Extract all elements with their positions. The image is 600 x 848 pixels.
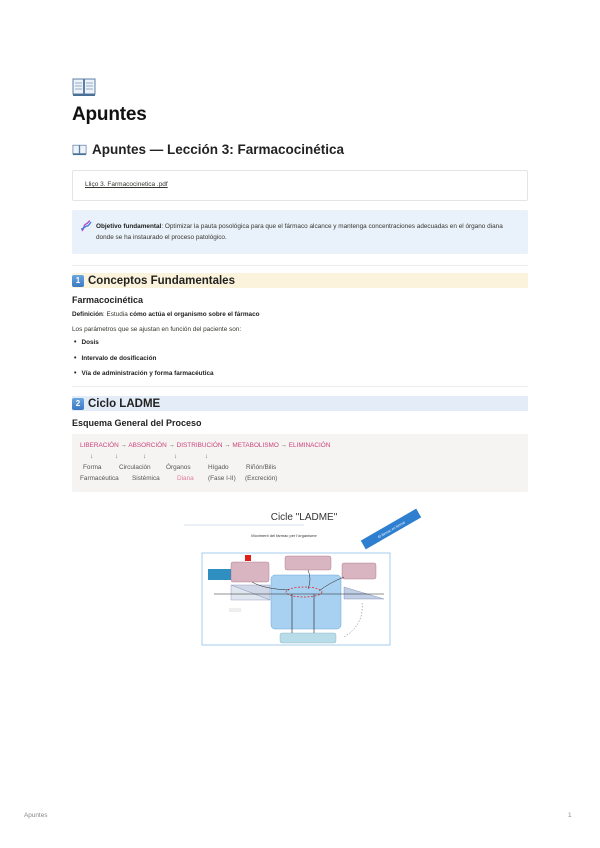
ladme-cycle-diagram (184, 507, 429, 647)
lesson-heading (72, 142, 344, 157)
page-number: 1 (568, 812, 572, 819)
section-heading-conceptos (72, 273, 528, 288)
list-item: • Intervalo de dosificación (72, 355, 214, 371)
svg-text:El fàrmac en format: El fàrmac en format (377, 520, 406, 540)
section-title: Ciclo LADME (88, 397, 161, 410)
callout-body: : Optimizar la pauta posológica para que el fármaco alcance y mantenga concentraciones adecuadas en el órgano diana donde se ha instaurado el proceso patológico. (96, 223, 503, 241)
definition-text (72, 311, 260, 318)
objective-callout (72, 210, 528, 254)
dna-icon (80, 220, 92, 232)
ladme-scheme-block (72, 434, 528, 492)
subheading-esquema: Esquema General del Proceso (72, 418, 202, 428)
number-2-icon: 2 (72, 398, 84, 410)
figure-title: Cicle "LADME" (270, 512, 338, 523)
parameters-list (72, 339, 214, 386)
parameters-intro: Los parámetros que se ajustan en función del paciente son: (72, 326, 242, 333)
definition-bold: cómo actúa el organismo sobre el fármaco (129, 311, 260, 318)
figure-subtitle: Moviment del fàrmac per l'organisme (251, 533, 317, 538)
file-attachment[interactable] (72, 170, 528, 201)
page-title: Apuntes (72, 104, 147, 125)
file-link[interactable]: Lliço 3. Farmacocinetica .pdf (85, 181, 168, 188)
divider (72, 265, 528, 266)
figure-ribbon (361, 509, 421, 550)
definition-label: Definición (72, 311, 103, 318)
definition-plain: : Estudia (102, 311, 130, 318)
list-item: • Vía de administración y forma farmacéutica (72, 370, 214, 386)
footer-title: Apuntes (24, 812, 48, 819)
number-1-icon: 1 (72, 275, 84, 287)
open-book-icon (72, 76, 96, 98)
section-heading-ladme (72, 396, 528, 411)
subheading-farmacocinetica: Farmacocinética (72, 295, 144, 305)
scheme-row-2: Farmacéutica Sistémica Diana (Fase I-II) (Excreción) (80, 475, 278, 482)
scheme-stages: LIBERACIÓN → ABSORCIÓN → DISTRIBUCIÓN → METABOLISMO → ELIMINACIÓN (80, 442, 331, 449)
scheme-row-1: Forma Circulación Órganos Hígado Riñón/Bilis (83, 464, 277, 471)
section-title: Conceptos Fundamentales (88, 274, 235, 287)
lesson-heading-text: Apuntes — Lección 3: Farmacocinética (92, 142, 345, 157)
callout-text (96, 221, 516, 243)
scheme-down-arrows: ↓ ↓ ↓ ↓ ↓ (90, 453, 209, 460)
list-item: • Dosis (72, 339, 214, 355)
open-book-icon (72, 144, 87, 156)
divider (72, 386, 528, 387)
callout-label: Objetivo fundamental (96, 223, 162, 230)
